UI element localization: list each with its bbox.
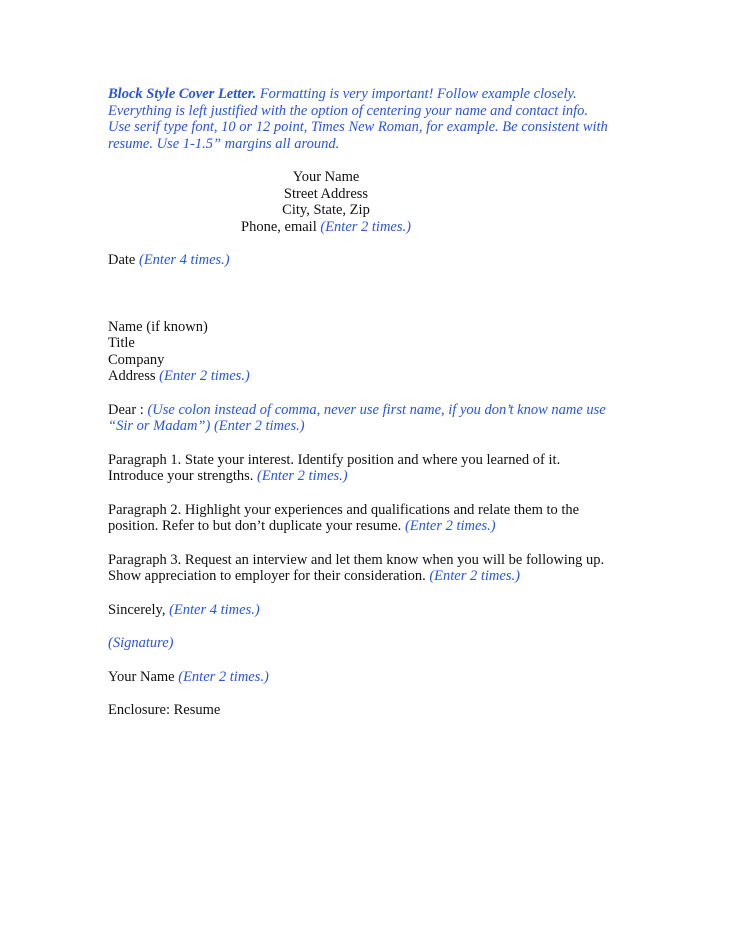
closing-note: (Enter 4 times.) [169, 601, 260, 618]
instructions-line-3: Use serif type font, 10 or 12 point, Times New Roman, for example. Be consistent with [108, 119, 608, 135]
signoff-line [108, 669, 628, 686]
recipient-block [108, 319, 628, 385]
instructions-line-1: Formatting is very important! Follow example closely. [256, 86, 577, 102]
closing-line [108, 602, 628, 619]
paragraph-3 [108, 552, 628, 585]
signoff-note: (Enter 2 times.) [178, 668, 269, 685]
sender-contact-note: (Enter 2 times.) [320, 218, 411, 235]
paragraph-3-line-2-wrap [108, 568, 628, 585]
instructions-line-2: Everything is left justified with the option of centering your name and contact info. [108, 102, 589, 119]
paragraph-3-line-1: Paragraph 3. Request an interview and let them know when you will be following up. [108, 551, 605, 568]
recipient-address: Address [108, 368, 156, 384]
recipient-address-line [108, 368, 628, 385]
paragraph-2-line-2-wrap [108, 518, 628, 535]
sender-street: Street Address [283, 185, 369, 202]
paragraph-1-note: (Enter 2 times.) [257, 468, 348, 484]
recipient-name: Name (if known) [108, 318, 208, 335]
date-line [108, 252, 628, 269]
date-label: Date [108, 252, 136, 268]
paragraph-3-line-2: Show appreciation to employer for their consideration. [108, 568, 426, 584]
salutation-note-1: (Use colon instead of comma, never use first name, if you don’t know name use [147, 401, 606, 418]
recipient-address-note: (Enter 2 times.) [159, 368, 250, 384]
salutation-line [108, 402, 628, 419]
paragraph-2-line-2: position. Refer to but don’t duplicate your resume. [108, 518, 402, 534]
cover-letter-page [108, 86, 628, 719]
salutation-block [108, 402, 628, 435]
signature-placeholder: (Signature) [108, 635, 174, 651]
date-note: (Enter 4 times.) [139, 252, 230, 268]
recipient-company: Company [108, 351, 165, 368]
paragraph-1-line-2-wrap [108, 468, 628, 485]
paragraph-2-line-1: Paragraph 2. Highlight your experiences and qualifications and relate them to the [108, 501, 580, 518]
formatting-instructions [108, 86, 628, 152]
instructions-title: Block Style Cover Letter. [108, 86, 257, 102]
enclosure-line: Enclosure: Resume [108, 702, 221, 718]
salutation-label: Dear : [108, 401, 144, 418]
salutation-note-2: “Sir or Madam”) (Enter 2 times.) [108, 418, 305, 434]
sender-contact: Phone, email [241, 218, 317, 235]
sender-city: City, State, Zip [282, 202, 370, 218]
sender-block [108, 169, 544, 235]
sender-contact-line [108, 219, 544, 236]
recipient-title: Title [108, 335, 135, 351]
sender-name: Your Name [292, 169, 360, 185]
paragraph-3-note: (Enter 2 times.) [429, 568, 520, 584]
instructions-line-4: resume. Use 1-1.5” margins all around. [108, 135, 340, 152]
paragraph-2-note: (Enter 2 times.) [404, 518, 496, 534]
paragraph-1-line-2: Introduce your strengths. [108, 468, 254, 484]
signoff-name: Your Name [108, 668, 175, 685]
paragraph-2 [108, 502, 628, 535]
paragraph-1 [108, 452, 628, 485]
paragraph-1-line-1: Paragraph 1. State your interest. Identify position and where you learned of it. [108, 451, 561, 468]
closing-label: Sincerely, [108, 601, 166, 618]
